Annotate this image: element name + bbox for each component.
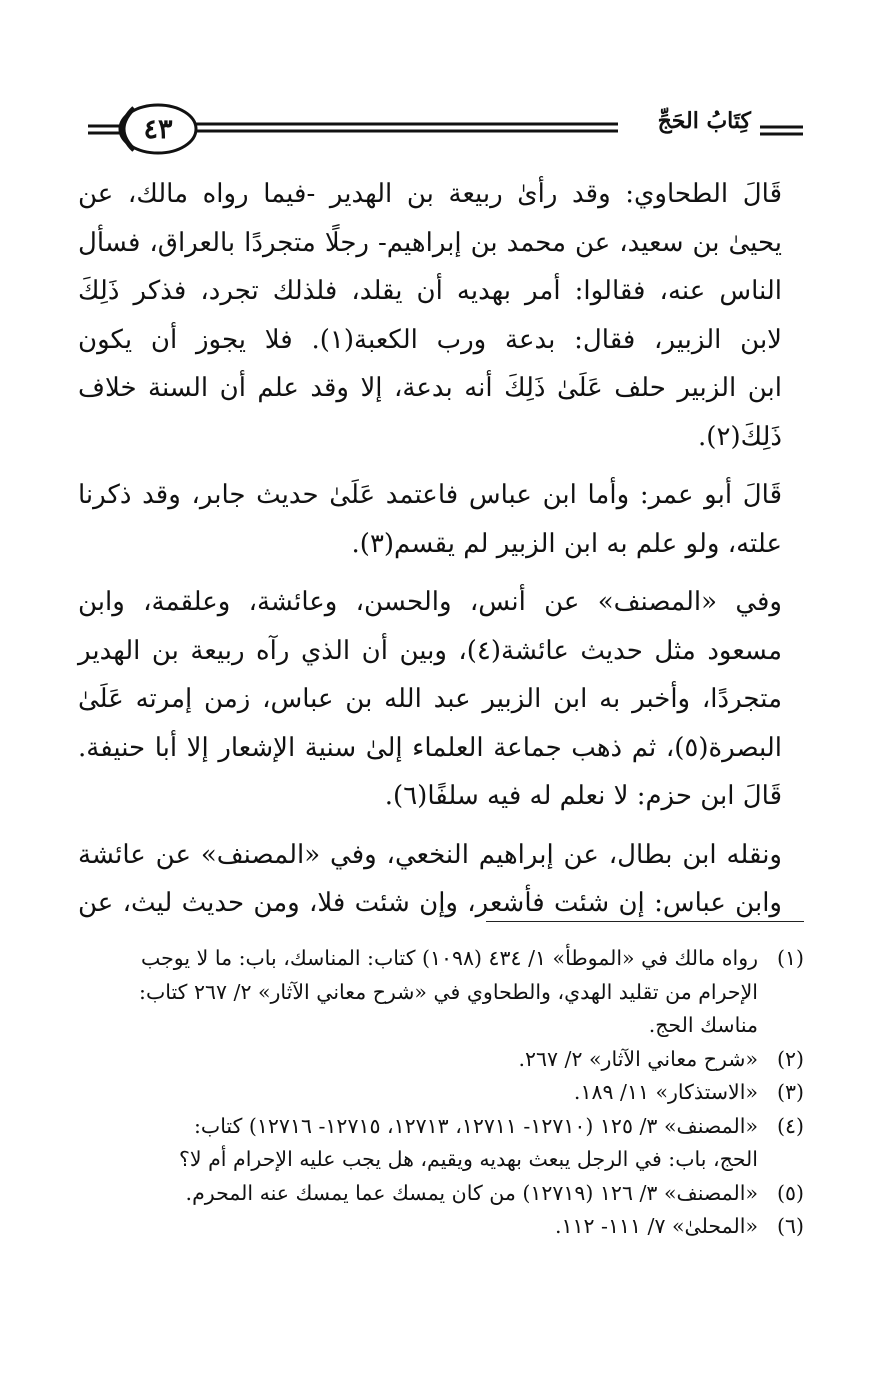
footnote-line: رواه مالك في «الموطأ» ١/ ٤٣٤ (١٠٩٨) كتاب: المناسك، باب: ما لا يوجب xyxy=(141,946,758,970)
footnote-number: (٥) xyxy=(776,1180,804,1205)
footnote-line: «المحلىٰ» ٧/ ١١١- ١١٢. xyxy=(554,1214,758,1238)
main-text xyxy=(78,170,804,938)
text-line: وابن عباس: إن شئت فأشعر، وإن شئت فلا، ومن حديث ليث، عن xyxy=(78,888,782,918)
footnote-line: الإحرام من تقليد الهدي، والطحاوي في «شرح معاني الآثار» ٢/ ٢٦٧ كتاب: xyxy=(139,979,758,1004)
footnote-number: (٣) xyxy=(776,1080,804,1104)
footnote-line: مناسك الحج. xyxy=(648,1013,758,1037)
paragraph xyxy=(78,831,804,928)
paragraph xyxy=(78,578,804,821)
footnote xyxy=(78,1210,804,1244)
footnote-number: (٤) xyxy=(776,1113,804,1138)
text-line: قَالَ أبو عمر: وأما ابن عباس فاعتمد عَلَىٰ حديث جابر، وقد ذكرنا xyxy=(78,480,782,510)
paragraph xyxy=(78,471,804,568)
text-line: مسعود مثل حديث عائشة(٤)، وبين أن الذي رآه ربيعة بن الهدير xyxy=(78,635,782,666)
text-line: يحيىٰ بن سعيد، عن محمد بن إبراهيم- رجلًا متجردًا بالعراق، فسأل xyxy=(78,227,782,258)
footnote-number: (١) xyxy=(776,946,804,970)
footnote-line: الحج، باب: في الرجل يبعث بهديه ويقيم، هل يجب عليه الإحرام أم لا؟ xyxy=(179,1147,758,1171)
footnote-separator xyxy=(486,921,804,922)
footnote-text xyxy=(78,1110,758,1177)
text-line: لابن الزبير، فقال: بدعة ورب الكعبة(١). فلا يجوز أن يكون xyxy=(78,324,783,355)
footnote xyxy=(78,1076,804,1110)
footnote xyxy=(78,942,804,1043)
footnote xyxy=(78,1110,804,1177)
footnote xyxy=(78,1177,804,1211)
text-line: ابن الزبير حلف عَلَىٰ ذَلِكَ أنه بدعة، إلا وقد علم أن السنة خلاف xyxy=(78,373,782,403)
text-line: وفي «المصنف» عن أنس، والحسن، وعائشة، وعلقمة، وابن xyxy=(78,587,782,617)
text-line: قَالَ الطحاوي: وقد رأىٰ ربيعة بن الهدير -فيما رواه مالك، عن xyxy=(78,179,782,209)
footnote-text xyxy=(78,1177,758,1211)
footnote-text xyxy=(78,1210,758,1244)
footnote-number: (٦) xyxy=(776,1214,804,1238)
text-line: قَالَ ابن حزم: لا نعلم له فيه سلفًا(٦). xyxy=(384,781,782,811)
footnote-line: «المصنف» ٣/ ١٢٦ (١٢٧١٩) من كان يمسك عما يمسك عنه المحرم. xyxy=(185,1180,758,1205)
footnote-line: «المصنف» ٣/ ١٢٥ (١٢٧١٠- ١٢٧١١، ١٢٧١٣، ١٢٧١٥- ١٢٧١٦) كتاب: xyxy=(193,1113,758,1138)
footnote-line: «شرح معاني الآثار» ٢/ ٢٦٧. xyxy=(518,1046,758,1071)
page-header xyxy=(0,0,879,170)
footnote-text xyxy=(78,942,758,1043)
paragraph xyxy=(78,170,804,461)
text-line: البصرة(٥)، ثم ذهب جماعة العلماء إلىٰ سنية الإشعار إلا أبا حنيفة. xyxy=(78,732,782,763)
footnote-line: «الاستذكار» ١١/ ١٨٩. xyxy=(573,1080,758,1104)
book-title: كِتَابُ الحَجِّ xyxy=(657,108,751,134)
footnote-text xyxy=(78,1043,758,1077)
text-line: ونقله ابن بطال، عن إبراهيم النخعي، وفي «المصنف» عن عائشة xyxy=(78,839,782,870)
text-line: علته، ولو علم به ابن الزبير لم يقسم(٣). xyxy=(351,528,782,559)
page-number: ٤٣ xyxy=(143,113,173,145)
footnotes xyxy=(78,942,804,1244)
footnote-number: (٢) xyxy=(776,1046,804,1071)
text-line: متجردًا، وأخبر به ابن الزبير عبد الله بن عباس، زمن إمرته عَلَىٰ xyxy=(78,684,782,714)
footnote xyxy=(78,1043,804,1077)
footnote-text xyxy=(78,1076,758,1110)
text-line: ذَلِكَ(٢). xyxy=(698,421,782,452)
text-line: الناس عنه، فقالوا: أمر بهديه أن يقلد، فلذلك تجرد، فذكر ذَلِكَ xyxy=(78,276,782,306)
